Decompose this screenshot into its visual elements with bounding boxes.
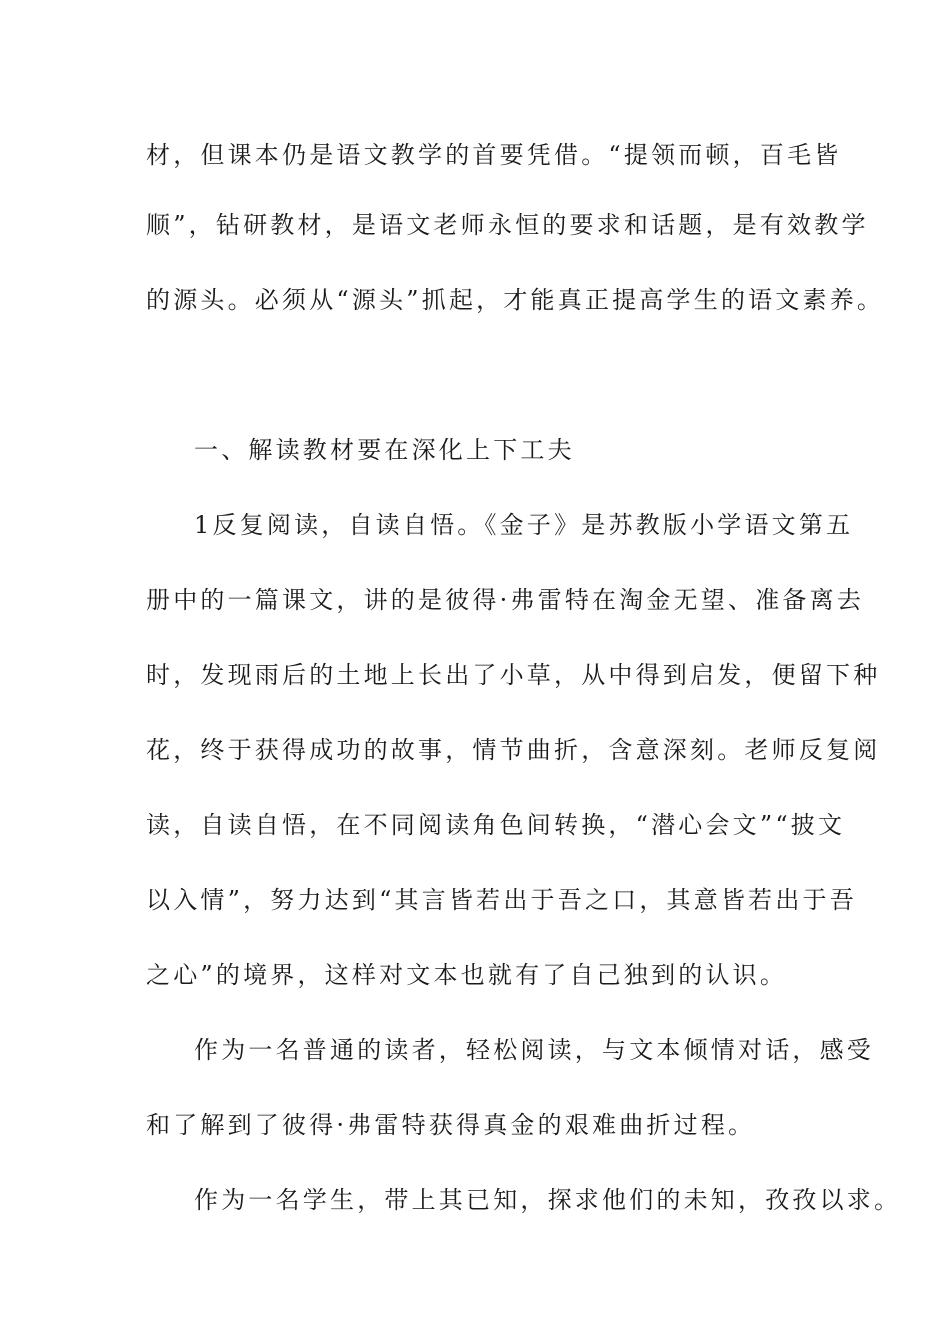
paragraph-line: 和了解到了彼得·弗雷特获得真金的艰难曲折过程。	[146, 1111, 756, 1139]
paragraph-line: 顺”，钻研教材，是语文老师永恒的要求和话题，是有效教学	[146, 211, 869, 239]
paragraph-line: 读，自读自悟，在不同阅读角色间转换，“潜心会文”“披文	[146, 811, 846, 839]
paragraph-line: 作为一名学生，带上其已知，探求他们的未知，孜孜以求。	[194, 1186, 902, 1214]
section-heading: 一、解读教材要在深化上下工夫	[194, 436, 575, 464]
paragraph-line: 册中的一篇课文，讲的是彼得·弗雷特在淘金无望、准备离去	[146, 586, 865, 614]
paragraph-line: 材，但课本仍是语文教学的首要凭借。“提领而顿，百毛皆	[146, 141, 842, 169]
paragraph-line: 作为一名普通的读者，轻松阅读，与文本倾情对话，感受	[194, 1036, 874, 1064]
paragraph-line: 之心”的境界，这样对文本也就有了自己独到的认识。	[146, 961, 788, 989]
paragraph-line: 1反复阅读，自读自悟。《金子》是苏教版小学语文第五	[194, 511, 854, 539]
paragraph-line: 时，发现雨后的土地上长出了小草，从中得到启发，便留下种	[146, 661, 881, 689]
paragraph-line: 的源头。必须从“源头”抓起，才能真正提高学生的语文素养。	[146, 286, 885, 314]
paragraph-line: 花，终于获得成功的故事，情节曲折，含意深刻。老师反复阅	[146, 736, 881, 764]
paragraph-line: 以入情”，努力达到“其言皆若出于吾之口，其意皆若出于吾	[146, 886, 857, 914]
